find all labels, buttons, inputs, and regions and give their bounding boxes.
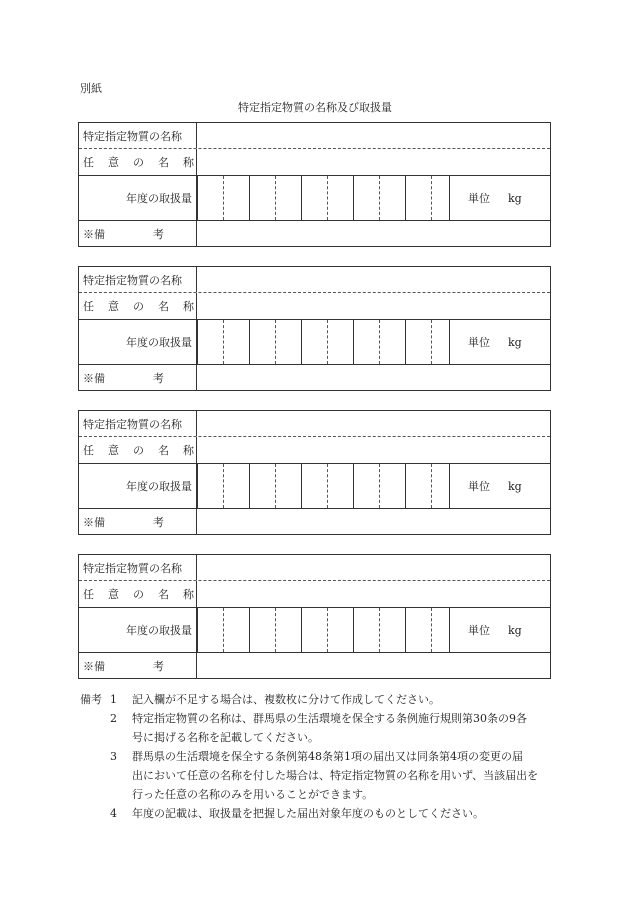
note-line: 特定指定物質の名称は、群馬県の生活環境を保全する条例施行規則第30条の9各 <box>132 712 527 725</box>
digit-divider <box>197 464 198 508</box>
digit-divider <box>249 608 250 652</box>
remarks-label-end: 考 <box>153 371 164 385</box>
amount-digit-cells[interactable] <box>197 320 449 364</box>
substance-name-label: 特定指定物質の名称 <box>79 267 197 292</box>
digit-divider <box>405 608 406 652</box>
digit-divider <box>431 176 432 220</box>
remarks-label <box>79 653 197 678</box>
digit-divider <box>275 464 276 508</box>
substance-form-block <box>78 554 551 679</box>
substance-name-label: 特定指定物質の名称 <box>79 411 197 436</box>
digit-divider <box>431 320 432 364</box>
digit-divider <box>353 320 354 364</box>
note-line: 年度の記載は、取扱量を把握した届出対象年度のものとしてください。 <box>132 807 484 820</box>
digit-divider <box>327 320 328 364</box>
remarks-label-mark: ※備 <box>83 227 105 241</box>
digit-divider <box>353 176 354 220</box>
remarks-label-end: 考 <box>153 659 164 673</box>
note-number: 1 <box>110 693 117 706</box>
remarks-label-mark: ※備 <box>83 371 105 385</box>
digit-divider <box>327 176 328 220</box>
digit-divider <box>379 608 380 652</box>
unit-value: kg <box>508 335 522 349</box>
digit-divider <box>431 608 432 652</box>
note-number: 4 <box>110 807 117 820</box>
remarks-label-end: 考 <box>153 227 164 241</box>
digit-divider <box>353 464 354 508</box>
digit-divider <box>301 464 302 508</box>
digit-divider <box>301 320 302 364</box>
substance-name-row <box>79 267 550 293</box>
digit-divider <box>197 176 198 220</box>
remarks-label-mark: ※備 <box>83 515 105 529</box>
annual-amount-row <box>79 320 550 365</box>
optional-name-label: 任意の名称 <box>79 581 197 607</box>
digit-divider <box>249 320 250 364</box>
remarks-row <box>79 653 550 678</box>
digit-divider <box>327 608 328 652</box>
optional-name-label: 任意の名称 <box>79 149 197 175</box>
optional-name-label: 任意の名称 <box>79 437 197 463</box>
digit-divider <box>223 464 224 508</box>
optional-name-row <box>79 437 550 464</box>
note-line: 号に掲げる名称を記載してください。 <box>132 731 319 744</box>
optional-name-row <box>79 581 550 608</box>
unit-value: kg <box>508 191 522 205</box>
note-line: 記入欄が不足する場合は、複数枚に分けて作成してください。 <box>132 693 440 706</box>
amount-digit-cells[interactable] <box>197 176 449 220</box>
digit-divider <box>223 176 224 220</box>
digit-divider <box>197 608 198 652</box>
substance-name-row <box>79 555 550 581</box>
annual-amount-row <box>79 176 550 221</box>
note-item <box>110 709 550 747</box>
digit-divider <box>249 176 250 220</box>
note-line: 群馬県の生活環境を保全する条例第48条第1項の届出又は同条第4項の変更の届 <box>132 750 523 763</box>
annual-amount-label: 年度の取扱量 <box>79 176 197 220</box>
note-line: 行った任意の名称のみを用いることができます。 <box>132 788 374 801</box>
remarks-label-end: 考 <box>153 515 164 529</box>
unit-value: kg <box>508 623 522 637</box>
note-number: 3 <box>110 750 117 763</box>
notes-heading: 備考 <box>80 693 102 706</box>
digit-divider <box>249 464 250 508</box>
remarks-label <box>79 365 197 390</box>
digit-divider <box>275 320 276 364</box>
digit-divider <box>405 176 406 220</box>
remarks-row <box>79 221 550 246</box>
digit-divider <box>275 608 276 652</box>
unit-label: 単位 <box>468 624 490 637</box>
amount-digit-cells[interactable] <box>197 608 449 652</box>
note-item <box>110 747 550 804</box>
digit-divider <box>301 176 302 220</box>
annual-amount-row <box>79 608 550 653</box>
digit-divider <box>197 320 198 364</box>
digit-divider <box>431 464 432 508</box>
amount-digit-cells[interactable] <box>197 464 449 508</box>
substance-form-block <box>78 266 551 391</box>
digit-divider <box>405 464 406 508</box>
note-item <box>110 804 550 823</box>
optional-name-row <box>79 293 550 320</box>
digit-divider <box>405 320 406 364</box>
annual-amount-label: 年度の取扱量 <box>79 464 197 508</box>
note-line: 出において任意の名称を付した場合は、特定指定物質の名称を用いず、当該届出を <box>132 769 539 782</box>
remarks-row <box>79 509 550 534</box>
annual-amount-label: 年度の取扱量 <box>79 608 197 652</box>
digit-divider <box>379 320 380 364</box>
digit-divider <box>223 320 224 364</box>
digit-divider <box>301 608 302 652</box>
unit-cell <box>449 176 550 220</box>
substance-name-label: 特定指定物質の名称 <box>79 123 197 148</box>
annual-amount-row <box>79 464 550 509</box>
substance-form-block <box>78 410 551 535</box>
optional-name-row <box>79 149 550 176</box>
remarks-label <box>79 221 197 246</box>
unit-label: 単位 <box>468 480 490 493</box>
unit-cell <box>449 608 550 652</box>
unit-label: 単位 <box>468 192 490 205</box>
substance-name-label: 特定指定物質の名称 <box>79 555 197 580</box>
annex-label: 別紙 <box>80 82 102 95</box>
substance-name-row <box>79 123 550 149</box>
annual-amount-label: 年度の取扱量 <box>79 320 197 364</box>
page-title: 特定指定物質の名称及び取扱量 <box>238 101 392 114</box>
remarks-label <box>79 509 197 534</box>
digit-divider <box>379 464 380 508</box>
unit-label: 単位 <box>468 336 490 349</box>
optional-name-label: 任意の名称 <box>79 293 197 319</box>
digit-divider <box>379 176 380 220</box>
unit-cell <box>449 464 550 508</box>
digit-divider <box>353 608 354 652</box>
unit-value: kg <box>508 479 522 493</box>
substance-name-row <box>79 411 550 437</box>
digit-divider <box>223 608 224 652</box>
unit-cell <box>449 320 550 364</box>
remarks-label-mark: ※備 <box>83 659 105 673</box>
substance-form-block <box>78 122 551 247</box>
note-number: 2 <box>110 712 117 725</box>
remarks-row <box>79 365 550 390</box>
digit-divider <box>327 464 328 508</box>
digit-divider <box>275 176 276 220</box>
note-item <box>110 690 550 709</box>
